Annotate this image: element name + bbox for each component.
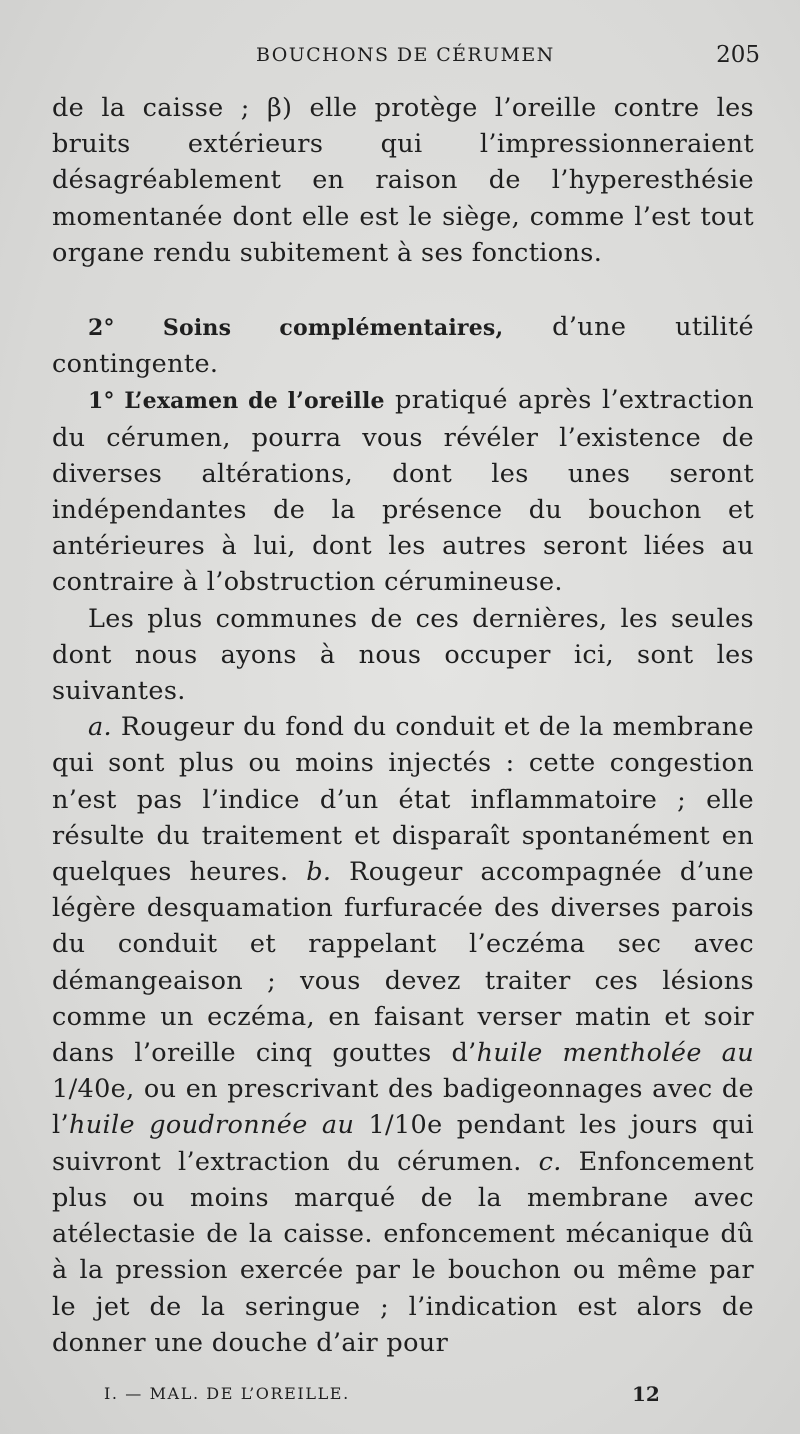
remedy-goudron-dose: 1/10e (354, 1110, 443, 1141)
section-heading-soins: 2° Soins complémentaires, (88, 315, 504, 342)
paragraph-5 (52, 709, 754, 1361)
signature-mark: I. — MAL. DE L’OREILLE. (104, 1384, 350, 1403)
item-text-b-end: pendant les jours qui suivront l’extraction du cérumen. (52, 1110, 754, 1177)
item-label-b: b. (306, 857, 332, 888)
section-heading-examen: 1° L’examen de l’oreille (88, 388, 385, 415)
body-text (52, 90, 754, 1361)
item-text-b: Rougeur accompagnée d’une légère desquamation furfuracée des diverses parois du conduit et rappelant l’eczéma sec avec démangeaison ; vous devez traiter ces lésions comme un eczéma, en faisant verser matin et soir dans l’oreille cinq gouttes d’ (52, 857, 754, 1069)
paragraph-3 (52, 382, 754, 600)
item-text-c: Enfoncement plus ou moins marqué de la membrane avec atélectasie de la caisse. enfoncement mécanique dû à la pression exercée par le bouchon ou même par le jet de la seringue ; l’indication est alors de donner une douche d’air pour (52, 1146, 754, 1358)
paragraph-3-text: pratiqué après l’extraction du cérumen, pourra vous révéler l’existence de diverses altérations, dont les unes seront indépendantes de la présence du bouchon et antérieures à lui, dont les autres seront liées au contraire à l’obstruction cérumineuse. (52, 385, 754, 598)
page-number: 205 (716, 42, 760, 68)
remedy-goudron: huile goudronnée au (68, 1110, 355, 1141)
page-header (0, 44, 800, 74)
paragraph-4 (52, 601, 754, 710)
item-label-c: c. (538, 1146, 562, 1177)
sheet-number: 12 (632, 1382, 660, 1406)
running-title: BOUCHONS DE CÉRUMEN (256, 44, 555, 66)
item-text-a: Rougeur du fond du conduit et de la membrane qui sont plus ou moins injectés : cette congestion n’est pas l’indice d’un état inflammatoire ; elle résulte du traitement et disparaît spontanément en quelques heures. (52, 712, 754, 888)
page-footer (0, 1382, 800, 1412)
paragraph-1-text: de la caisse ; β) elle protège l’oreille contre les bruits extérieurs qui l’impressionneraient désagréablement en raison de l’hyperesthésie momentanée dont elle est le siège, comme l’est tout organe rendu subitement à ses fonctions. (52, 93, 754, 268)
item-label-a: a. (88, 712, 113, 743)
remedy-menthol-dose: 1/40e (52, 1074, 127, 1105)
paragraph-4-text: Les plus communes de ces dernières, les seules dont nous ayons à nous occuper ici, sont les suivantes. (52, 603, 754, 707)
paragraph-2 (52, 309, 754, 382)
paragraph-2-text: d’une utilité contingente. (52, 312, 754, 380)
paragraph-1 (52, 90, 754, 271)
remedy-menthol: huile mentholée au (476, 1038, 754, 1069)
item-text-b-mid: , ou en prescrivant des badigeonnages avec de l’ (52, 1074, 754, 1141)
